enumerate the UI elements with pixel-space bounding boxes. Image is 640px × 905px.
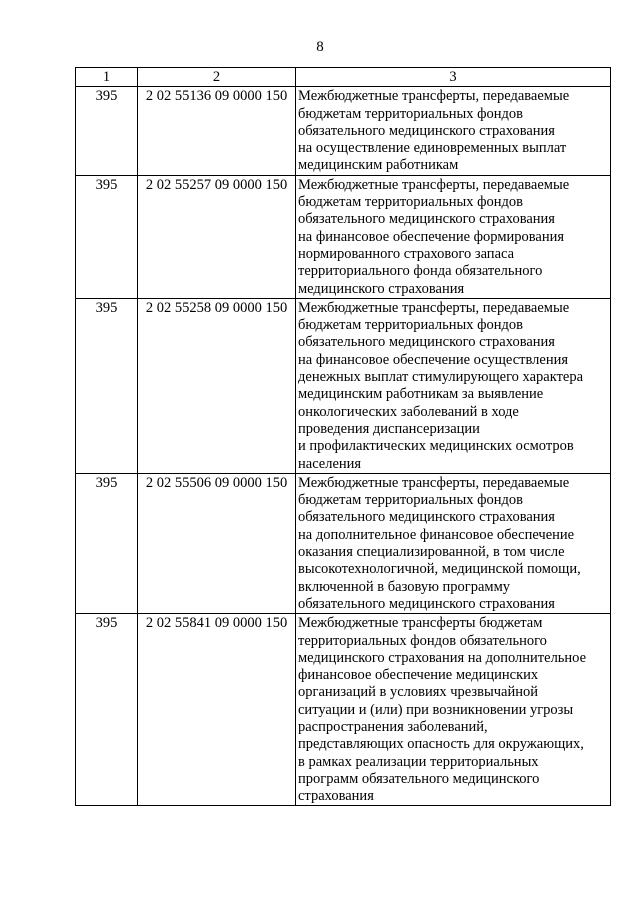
- income-name-line: обязательного медицинского страхования: [298, 509, 555, 526]
- admin-code-cell: 395: [76, 175, 138, 298]
- header-col-3: 3: [296, 68, 611, 87]
- header-col-2: 2: [138, 68, 296, 87]
- table-row: [76, 298, 611, 473]
- budget-code-cell: 2 02 55841 09 0000 150: [138, 614, 296, 806]
- admin-code-cell: 395: [76, 614, 138, 806]
- income-name-line: бюджетам территориальных фондов: [298, 105, 523, 122]
- income-name-line: Межбюджетные трансферты, передаваемые: [298, 299, 570, 316]
- admin-code-cell: 395: [76, 298, 138, 473]
- income-name-cell: [296, 473, 611, 613]
- income-name-line: нормированного страхового запаса: [298, 245, 515, 262]
- table-body: [76, 87, 611, 806]
- table-row: [76, 87, 611, 175]
- income-name-line: Межбюджетные трансферты, передаваемые: [298, 88, 570, 105]
- table-row: [76, 175, 611, 298]
- income-name-line: включенной в базовую программу: [298, 578, 511, 595]
- income-name-line: страхования: [298, 788, 374, 805]
- income-name-line: бюджетам территориальных фондов: [298, 317, 523, 334]
- table-row: [76, 473, 611, 613]
- income-name-cell: [296, 614, 611, 806]
- income-name-line: представляющих опасность для окружающих,: [298, 736, 584, 753]
- income-name-line: обязательного медицинского страхования: [298, 211, 555, 228]
- income-name-line: распространения заболеваний,: [298, 718, 488, 735]
- budget-code-cell: 2 02 55258 09 0000 150: [138, 298, 296, 473]
- income-name-line: Межбюджетные трансферты, передаваемые: [298, 474, 570, 491]
- admin-code-cell: 395: [76, 87, 138, 175]
- budget-code-cell: 2 02 55506 09 0000 150: [138, 473, 296, 613]
- income-name-line: на финансовое обеспечение осуществления: [298, 351, 569, 368]
- budget-code-cell: 2 02 55257 09 0000 150: [138, 175, 296, 298]
- income-name-line: территориального фонда обязательного: [298, 263, 543, 280]
- income-name-line: высокотехнологичной, медицинской помощи,: [298, 561, 581, 578]
- table-row: [76, 614, 611, 806]
- income-name-line: на финансовое обеспечение формирования: [298, 228, 565, 245]
- income-name-line: и профилактических медицинских осмотров: [298, 438, 574, 455]
- income-name-line: медицинского страхования: [298, 280, 465, 297]
- income-name-line: программ обязательного медицинского: [298, 770, 540, 787]
- income-name-line: обязательного медицинского страхования: [298, 595, 555, 612]
- income-name-line: бюджетам территориальных фондов: [298, 492, 523, 509]
- admin-code-cell: 395: [76, 473, 138, 613]
- income-name-cell: [296, 298, 611, 473]
- income-name-line: оказания специализированной, в том числе: [298, 544, 565, 561]
- income-name-line: денежных выплат стимулирующего характера: [298, 369, 584, 386]
- table-header-row: [76, 68, 611, 87]
- income-name-line: ситуации и (или) при возникновении угрозы: [298, 701, 574, 718]
- income-name-line: медицинским работникам: [298, 157, 459, 174]
- income-name-line: на осуществление единовременных выплат: [298, 140, 567, 157]
- income-name-line: онкологических заболеваний в ходе: [298, 403, 519, 420]
- page-number: 8: [316, 39, 324, 55]
- income-name-line: территориальных фондов обязательного: [298, 632, 547, 649]
- income-name-line: населения: [298, 455, 362, 472]
- header-col-1: 1: [76, 68, 138, 87]
- income-name-line: Межбюджетные трансферты бюджетам: [298, 615, 543, 632]
- budget-codes-table: [75, 67, 611, 806]
- budget-code-cell: 2 02 55136 09 0000 150: [138, 87, 296, 175]
- income-name-line: финансовое обеспечение медицинских: [298, 667, 539, 684]
- income-name-cell: [296, 87, 611, 175]
- income-name-line: в рамках реализации территориальных: [298, 753, 539, 770]
- income-name-line: обязательного медицинского страхования: [298, 334, 555, 351]
- income-name-line: бюджетам территориальных фондов: [298, 194, 523, 211]
- income-name-line: на дополнительное финансовое обеспечение: [298, 526, 575, 543]
- income-name-line: проведения диспансеризации: [298, 420, 480, 437]
- income-name-line: медицинским работникам за выявление: [298, 386, 544, 403]
- income-name-line: медицинского страхования на дополнительное: [298, 649, 587, 666]
- income-name-line: обязательного медицинского страхования: [298, 122, 555, 139]
- income-name-line: организаций в условиях чрезвычайной: [298, 684, 538, 701]
- income-name-line: Межбюджетные трансферты, передаваемые: [298, 176, 570, 193]
- income-name-cell: [296, 175, 611, 298]
